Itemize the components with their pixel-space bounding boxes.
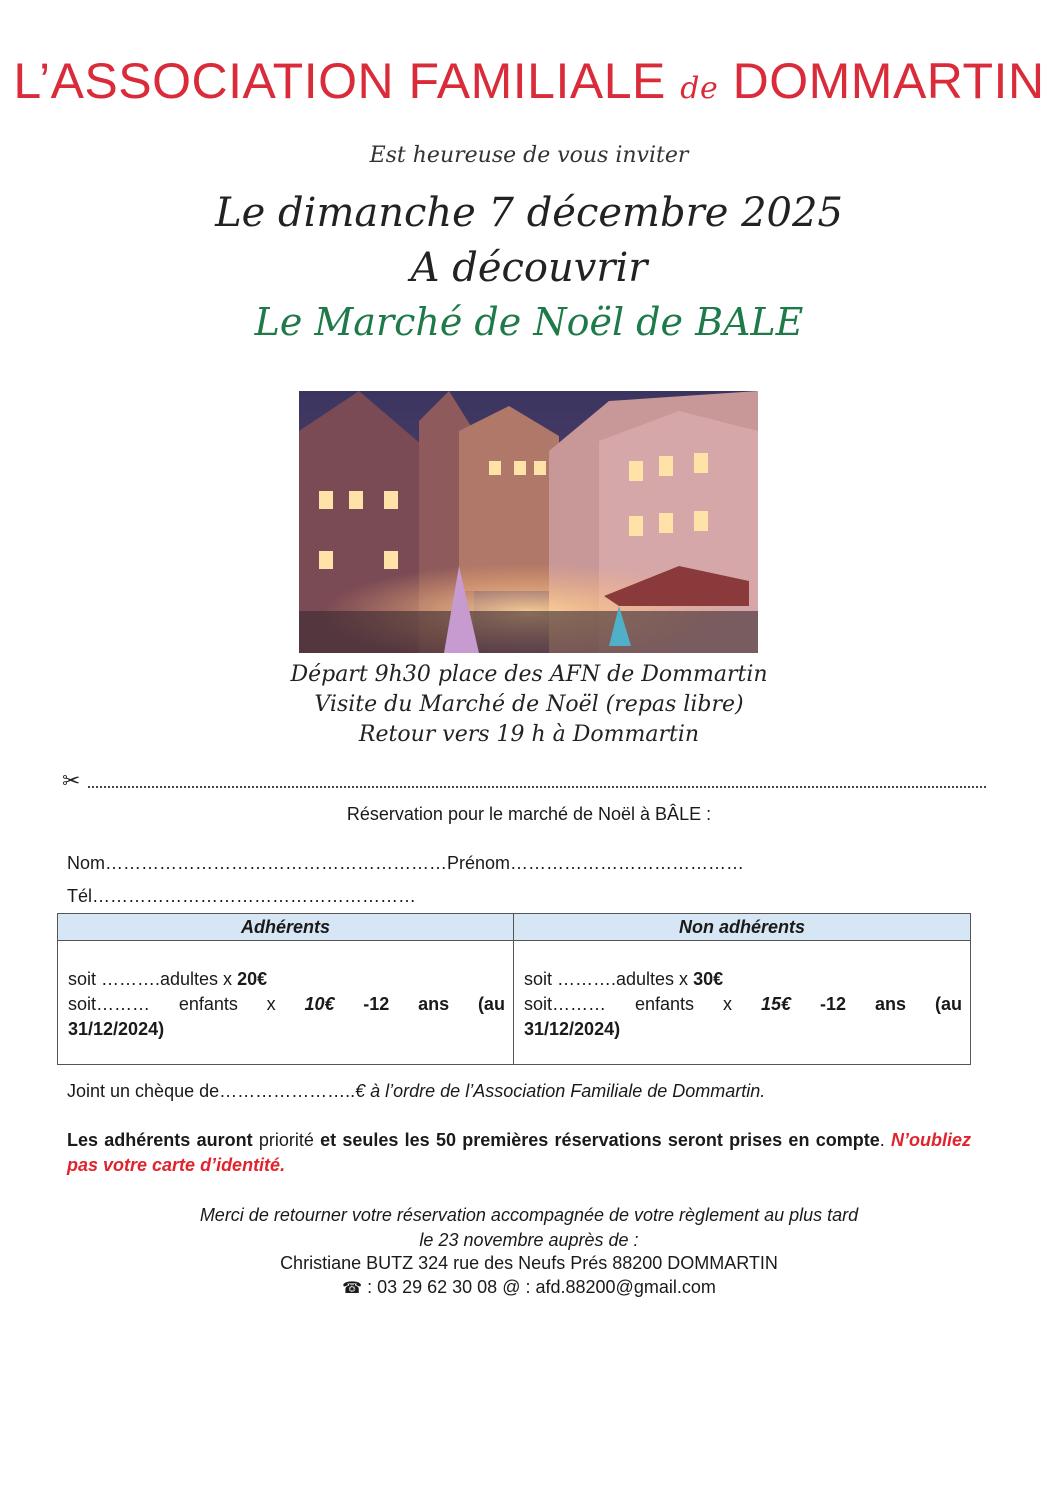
event-title: Le Marché de Noël de BALE bbox=[254, 300, 804, 344]
members-adults-line[interactable]: soit ……….adultes x 20€ bbox=[68, 969, 268, 989]
cut-line bbox=[62, 770, 986, 792]
title-de: de bbox=[680, 71, 719, 106]
contact-address: Christiane BUTZ 324 rue des Neufs Prés 88200 DOMMARTIN bbox=[280, 1253, 778, 1273]
members-body bbox=[58, 941, 513, 1042]
members-children-line[interactable]: soit……… enfants x 10€ -12 ans (au bbox=[68, 994, 505, 1014]
members-column bbox=[58, 914, 514, 1064]
cheque-line[interactable] bbox=[67, 1081, 765, 1102]
dotted-separator bbox=[88, 786, 986, 788]
name-field-line[interactable]: Nom…………………………………………………Prénom………………………………… bbox=[67, 853, 745, 873]
priority-notice: Les adhérents auront priorité et seules les 50 premières réservations seront prises en compte. N’oubliez pas votre carte d’identité. bbox=[67, 1130, 971, 1175]
members-header: Adhérents bbox=[58, 914, 513, 941]
christmas-market-photo bbox=[299, 391, 758, 653]
members-date-note: 31/12/2024) bbox=[68, 1019, 165, 1039]
association-title bbox=[0, 52, 1058, 110]
non-members-header: Non adhérents bbox=[514, 914, 970, 941]
scissors-icon: ✂ bbox=[62, 768, 81, 793]
trip-details bbox=[0, 660, 1058, 750]
departure-line: Départ 9h30 place des AFN de Dommartin bbox=[290, 662, 768, 687]
non-members-children-line[interactable]: soit……… enfants x 15€ -12 ans (au bbox=[524, 994, 962, 1014]
non-members-date-note: 31/12/2024) bbox=[524, 1019, 621, 1039]
title-part2: DOMMARTIN bbox=[732, 53, 1045, 109]
return-instructions: Merci de retourner votre réservation accompagnée de votre règlement au plus tard le 23 novembre auprès de : bbox=[199, 1205, 859, 1250]
phone-field-line[interactable]: Tél……………………………………………… bbox=[67, 886, 417, 906]
visit-line: Visite du Marché de Noël (repas libre) bbox=[314, 692, 744, 717]
non-members-column bbox=[514, 914, 970, 1064]
cheque-prefix: Joint un chèque de………………….. bbox=[67, 1081, 356, 1101]
phone-icon: ☎ bbox=[342, 1280, 363, 1297]
non-members-adults-line[interactable]: soit ……….adultes x 30€ bbox=[524, 969, 724, 989]
cheque-suffix: € à l’ordre de l’Association Familiale de Dommartin. bbox=[355, 1081, 766, 1101]
non-members-body bbox=[514, 941, 970, 1042]
contact-details: : 03 29 62 30 08 @ : afd.88200@gmail.com bbox=[362, 1277, 716, 1297]
price-table bbox=[57, 913, 971, 1065]
discover-heading: A découvrir bbox=[410, 245, 648, 291]
id-card-reminder: N’oubliez pas votre carte d’identité. bbox=[67, 1130, 971, 1175]
event-date: Le dimanche 7 décembre 2025 bbox=[215, 190, 843, 236]
return-line: Retour vers 19 h à Dommartin bbox=[358, 722, 700, 747]
reservation-title: Réservation pour le marché de Noël à BÂLE : bbox=[346, 804, 712, 824]
contact-line bbox=[0, 1277, 1058, 1298]
invite-line: Est heureuse de vous inviter bbox=[369, 143, 689, 168]
title-part1: L’ASSOCIATION FAMILIALE bbox=[13, 53, 666, 109]
